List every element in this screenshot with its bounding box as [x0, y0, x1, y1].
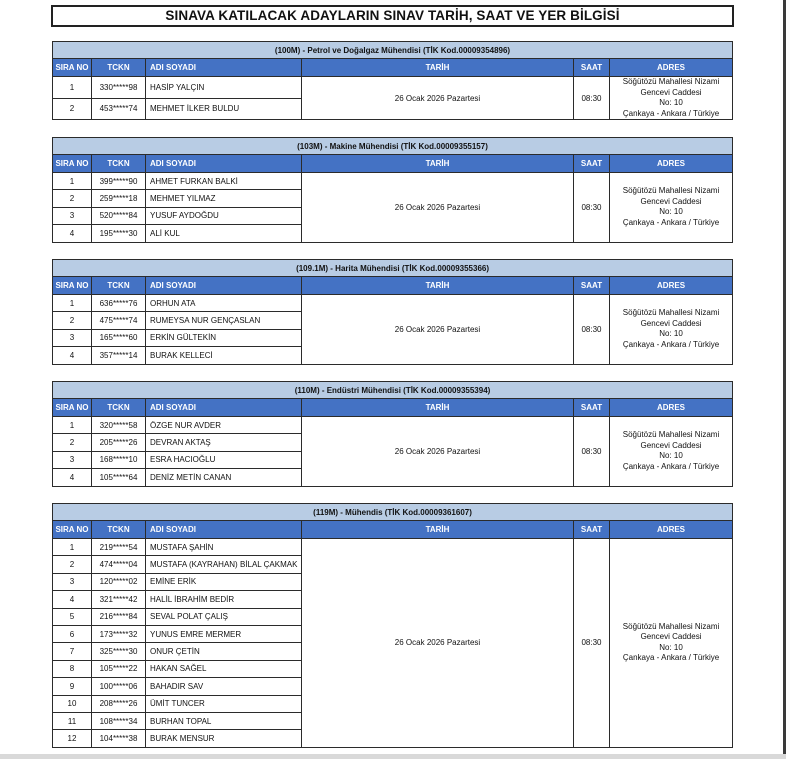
exam-date: 26 Ocak 2026 Pazartesi [302, 295, 574, 365]
address-line: No: 10 [659, 451, 683, 461]
row-adi-soyadi: DENİZ METİN CANAN [146, 469, 302, 486]
col-header-tckn: TCKN [92, 155, 146, 173]
exam-group-table [52, 259, 733, 365]
row-tckn: 474*****04 [92, 556, 146, 573]
row-tckn: 105*****64 [92, 469, 146, 486]
row-adi-soyadi: DEVRAN AKTAŞ [146, 434, 302, 451]
col-header-sira-no: SIRA NO [53, 521, 92, 539]
address-line: Gencevi Caddesi [640, 196, 702, 206]
col-header-adres: ADRES [610, 155, 733, 173]
row-sira-no: 1 [53, 417, 92, 434]
row-sira-no: 6 [53, 625, 92, 642]
row-tckn: 100*****06 [92, 678, 146, 695]
row-adi-soyadi: BURAK KELLECİ [146, 347, 302, 364]
row-tckn: 173*****32 [92, 625, 146, 642]
row-adi-soyadi: ÖZGE NUR AVDER [146, 417, 302, 434]
row-adi-soyadi: BAHADIR SAV [146, 678, 302, 695]
exam-time: 08:30 [574, 539, 610, 748]
row-adi-soyadi: EMİNE ERİK [146, 573, 302, 590]
row-adi-soyadi: YUSUF AYDOĞDU [146, 207, 302, 224]
row-sira-no: 3 [53, 451, 92, 468]
row-adi-soyadi: MEHMET İLKER BULDU [146, 98, 302, 120]
row-sira-no: 9 [53, 678, 92, 695]
address-line: No: 10 [659, 98, 683, 107]
col-header-tckn: TCKN [92, 59, 146, 77]
table-row [53, 539, 733, 556]
row-tckn: 636*****76 [92, 295, 146, 312]
row-tckn: 216*****84 [92, 608, 146, 625]
address-line: Gencevi Caddesi [640, 632, 702, 642]
row-adi-soyadi: MUSTAFA ŞAHİN [146, 539, 302, 556]
row-tckn: 325*****30 [92, 643, 146, 660]
row-sira-no: 5 [53, 608, 92, 625]
col-header-adres: ADRES [610, 59, 733, 77]
row-sira-no: 3 [53, 329, 92, 346]
row-adi-soyadi: HALİL İBRAHİM BEDİR [146, 591, 302, 608]
row-tckn: 168*****10 [92, 451, 146, 468]
exam-time: 08:30 [574, 417, 610, 487]
address-line: Çankaya - Ankara / Türkiye [622, 339, 720, 349]
row-sira-no: 4 [53, 225, 92, 242]
row-adi-soyadi: YUNUS EMRE MERMER [146, 625, 302, 642]
exam-group-table [52, 137, 733, 243]
row-sira-no: 12 [53, 730, 92, 747]
row-tckn: 195*****30 [92, 225, 146, 242]
exam-group-table [52, 503, 733, 748]
row-tckn: 108*****34 [92, 712, 146, 729]
row-sira-no: 3 [53, 207, 92, 224]
row-tckn: 453*****74 [92, 98, 146, 120]
address-line: Gencevi Caddesi [640, 318, 702, 328]
row-tckn: 357*****14 [92, 347, 146, 364]
col-header-adres: ADRES [610, 399, 733, 417]
exam-address [610, 295, 733, 365]
row-adi-soyadi: SEVAL POLAT ÇALIŞ [146, 608, 302, 625]
col-header-adi-soyadi: ADI SOYADI [146, 521, 302, 539]
row-sira-no: 2 [53, 312, 92, 329]
row-tckn: 399*****90 [92, 173, 146, 190]
row-tckn: 104*****38 [92, 730, 146, 747]
address-line: No: 10 [659, 207, 683, 217]
exam-date: 26 Ocak 2026 Pazartesi [302, 539, 574, 748]
row-tckn: 321*****42 [92, 591, 146, 608]
row-adi-soyadi: BURAK MENSUR [146, 730, 302, 747]
row-adi-soyadi: RUMEYSA NUR GENÇASLAN [146, 312, 302, 329]
exam-date: 26 Ocak 2026 Pazartesi [302, 417, 574, 487]
address-line: Söğütözü Mahallesi Nizami [622, 77, 720, 86]
group-header: (110M) - Endüstri Mühendisi (TİK Kod.00009355394) [53, 382, 733, 399]
row-sira-no: 2 [53, 434, 92, 451]
row-sira-no: 11 [53, 712, 92, 729]
exam-address [610, 173, 733, 243]
row-adi-soyadi: AHMET FURKAN BALKİ [146, 173, 302, 190]
row-adi-soyadi: HAKAN SAĞEL [146, 660, 302, 677]
address-line: Çankaya - Ankara / Türkiye [622, 461, 720, 471]
col-header-tarih: TARİH [302, 399, 574, 417]
page-bottom-edge [0, 754, 786, 759]
row-adi-soyadi: HASİP YALÇIN [146, 77, 302, 99]
col-header-adi-soyadi: ADI SOYADI [146, 277, 302, 295]
row-tckn: 475*****74 [92, 312, 146, 329]
address-line: Çankaya - Ankara / Türkiye [622, 108, 720, 118]
row-sira-no: 4 [53, 469, 92, 486]
row-adi-soyadi: ÜMİT TUNCER [146, 695, 302, 712]
exam-time: 08:30 [574, 173, 610, 243]
row-sira-no: 1 [53, 173, 92, 190]
col-header-sira-no: SIRA NO [53, 155, 92, 173]
exam-time: 08:30 [574, 77, 610, 120]
col-header-saat: SAAT [574, 59, 610, 77]
col-header-saat: SAAT [574, 399, 610, 417]
col-header-saat: SAAT [574, 521, 610, 539]
address-line: Söğütözü Mahallesi Nizami [622, 186, 720, 196]
row-adi-soyadi: MEHMET YILMAZ [146, 190, 302, 207]
col-header-tckn: TCKN [92, 399, 146, 417]
col-header-sira-no: SIRA NO [53, 59, 92, 77]
row-sira-no: 1 [53, 77, 92, 99]
row-adi-soyadi: MUSTAFA (KAYRAHAN) BİLAL ÇAKMAK [146, 556, 302, 573]
col-header-adres: ADRES [610, 277, 733, 295]
row-tckn: 330*****98 [92, 77, 146, 99]
exam-date: 26 Ocak 2026 Pazartesi [302, 77, 574, 120]
col-header-sira-no: SIRA NO [53, 399, 92, 417]
row-sira-no: 3 [53, 573, 92, 590]
col-header-saat: SAAT [574, 155, 610, 173]
row-adi-soyadi: ESRA HACIOĞLU [146, 451, 302, 468]
exam-group-table [52, 41, 733, 120]
col-header-tckn: TCKN [92, 277, 146, 295]
row-tckn: 165*****60 [92, 329, 146, 346]
row-adi-soyadi: ONUR ÇETİN [146, 643, 302, 660]
row-tckn: 205*****26 [92, 434, 146, 451]
exam-group-table [52, 381, 733, 487]
exam-address [610, 417, 733, 487]
row-sira-no: 1 [53, 295, 92, 312]
address-line: Söğütözü Mahallesi Nizami [622, 430, 720, 440]
row-tckn: 120*****02 [92, 573, 146, 590]
exam-address [610, 539, 733, 748]
row-tckn: 520*****84 [92, 207, 146, 224]
row-sira-no: 4 [53, 591, 92, 608]
col-header-tarih: TARİH [302, 277, 574, 295]
group-header: (119M) - Mühendis (TİK Kod.00009361607) [53, 504, 733, 521]
exam-time: 08:30 [574, 295, 610, 365]
group-header: (109.1M) - Harita Mühendisi (TİK Kod.00009355366) [53, 260, 733, 277]
col-header-tarih: TARİH [302, 155, 574, 173]
address-line: No: 10 [659, 642, 683, 652]
row-sira-no: 2 [53, 190, 92, 207]
col-header-sira-no: SIRA NO [53, 277, 92, 295]
row-sira-no: 10 [53, 695, 92, 712]
col-header-tarih: TARİH [302, 59, 574, 77]
address-line: Gencevi Caddesi [640, 87, 702, 97]
group-header: (100M) - Petrol ve Doğalgaz Mühendisi (TİK Kod.00009354896) [53, 42, 733, 59]
row-adi-soyadi: ALİ KUL [146, 225, 302, 242]
row-tckn: 219*****54 [92, 539, 146, 556]
page-title: SINAVA KATILACAK ADAYLARIN SINAV TARİH, SAAT VE YER BİLGİSİ [51, 5, 734, 27]
row-sira-no: 2 [53, 98, 92, 120]
table-row [53, 417, 733, 434]
row-tckn: 259*****18 [92, 190, 146, 207]
table-row [53, 173, 733, 190]
row-tckn: 105*****22 [92, 660, 146, 677]
col-header-adres: ADRES [610, 521, 733, 539]
address-line: Gencevi Caddesi [640, 440, 702, 450]
col-header-adi-soyadi: ADI SOYADI [146, 155, 302, 173]
address-line: No: 10 [659, 329, 683, 339]
row-tckn: 320*****58 [92, 417, 146, 434]
col-header-saat: SAAT [574, 277, 610, 295]
group-header: (103M) - Makine Mühendisi (TİK Kod.00009355157) [53, 138, 733, 155]
row-adi-soyadi: ERKİN GÜLTEKİN [146, 329, 302, 346]
table-row [53, 77, 733, 99]
address-line: Çankaya - Ankara / Türkiye [622, 653, 720, 663]
address-line: Çankaya - Ankara / Türkiye [622, 217, 720, 227]
address-line: Söğütözü Mahallesi Nizami [622, 308, 720, 318]
col-header-tarih: TARİH [302, 521, 574, 539]
row-sira-no: 7 [53, 643, 92, 660]
col-header-adi-soyadi: ADI SOYADI [146, 59, 302, 77]
row-adi-soyadi: ORHUN ATA [146, 295, 302, 312]
row-sira-no: 8 [53, 660, 92, 677]
row-sira-no: 2 [53, 556, 92, 573]
exam-date: 26 Ocak 2026 Pazartesi [302, 173, 574, 243]
address-line: Söğütözü Mahallesi Nizami [622, 621, 720, 631]
table-row [53, 295, 733, 312]
row-adi-soyadi: BURHAN TOPAL [146, 712, 302, 729]
exam-address [610, 77, 733, 120]
col-header-tckn: TCKN [92, 521, 146, 539]
row-sira-no: 1 [53, 539, 92, 556]
row-sira-no: 4 [53, 347, 92, 364]
row-tckn: 208*****26 [92, 695, 146, 712]
col-header-adi-soyadi: ADI SOYADI [146, 399, 302, 417]
